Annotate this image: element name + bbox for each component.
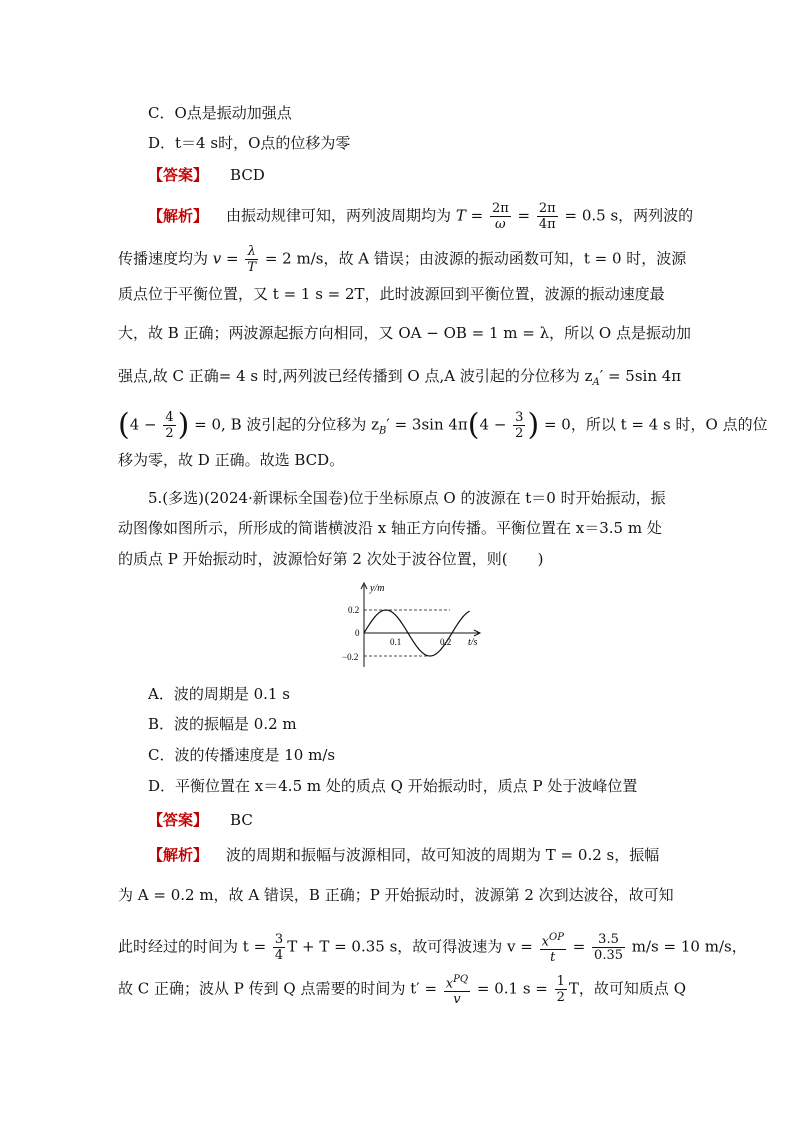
fraction: $\frac{1}{2}$ bbox=[556, 974, 565, 1006]
fraction: $\frac{3}{4}$ bbox=[274, 932, 284, 964]
text-segment: 传播速度均为 bbox=[118, 249, 209, 268]
text-segment: = 0.1 s = bbox=[476, 979, 548, 998]
vibration-graph bbox=[334, 579, 494, 671]
text-segment: 波的周期和振幅与波源相同，故可知波的周期为 T = 0.2 s，振幅 bbox=[226, 846, 660, 864]
fraction: $\frac{3.5}{0.35}$ bbox=[594, 932, 623, 964]
answer-tag: 【答案】 bbox=[148, 811, 209, 829]
answer-value: BCD bbox=[230, 166, 265, 184]
text-segment: T + T = 0.35 s，故可得波速为 v = bbox=[287, 937, 533, 956]
analysis-1-line-1: 【解析】 由振动规律可知，两列波周期均为 T = $\frac{2\pi}{\omega}$ = $\frac{2\pi}{4\pi}$ = 0.5 s，两列波的 bbox=[148, 201, 694, 232]
analysis-2-line-2: 为 A = 0.2 m，故 A 错误，B 正确；P 开始振动时，波源第 2 次到达波谷，故可知 bbox=[118, 886, 674, 904]
option-c: C．波的传播速度是 10 m/s bbox=[148, 746, 336, 764]
text-segment: ′ = 5sin 4π bbox=[599, 367, 682, 385]
option-d: D．平衡位置在 x＝4.5 m 处的质点 Q 开始振动时，质点 P 处于波峰位置 bbox=[148, 777, 638, 795]
option-c-top: C．O点是振动加强点 bbox=[148, 104, 292, 122]
text-segment: m/s = 10 m/s， bbox=[631, 937, 747, 956]
fraction: $\frac{3}{2}$ bbox=[515, 410, 524, 441]
analysis-1-line-3: 质点位于平衡位置，又 t = 1 s = 2T，此时波源回到平衡位置，波源的振动速度最 bbox=[118, 285, 665, 303]
analysis-1-line-7: 移为零，故 D 正确。故选 BCD。 bbox=[118, 451, 345, 469]
text-segment: = 0.5 s，两列波的 bbox=[564, 206, 694, 225]
text-segment: 由振动规律可知，两列波周期均为 bbox=[226, 206, 452, 225]
y-axis-label: y/m bbox=[370, 583, 385, 594]
analysis-1-line-2: 传播速度均为 v = $\frac{\lambda}{T}$ = 2 m/s，故 A 错误；由波源的振动函数可知，t = 0 时，波源 bbox=[118, 244, 687, 275]
fraction: $\frac{2\pi}{\omega}$ bbox=[491, 201, 509, 232]
fraction: $\frac{4}{2}$ bbox=[165, 410, 174, 441]
x-tick-2: 0.2 bbox=[440, 637, 452, 647]
text-segment: = 0, B 波引起的分位移为 z bbox=[194, 415, 380, 434]
analysis-tag: 【解析】 bbox=[148, 846, 209, 864]
option-d-top: D．t＝4 s时，O点的位移为零 bbox=[148, 134, 351, 152]
fraction: $\frac{2\pi}{4\pi}$ bbox=[538, 201, 556, 232]
option-a: A．波的周期是 0.1 s bbox=[148, 685, 290, 703]
x-tick-1: 0.1 bbox=[390, 637, 402, 647]
text-segment: = 0，所以 t = 4 s 时，O 点的位 bbox=[543, 415, 768, 434]
analysis-1-line-5: 强点,故 C 正确= 4 s 时,两列波已经传播到 O 点,A 波引起的分位移为 $z_A' = 5\sin$ 4π bbox=[118, 367, 682, 388]
analysis-1-line-4: 大，故 B 正确；两波源起振方向相同，又 OA − OB = 1 m = λ，所以 O 点是振动加 bbox=[118, 324, 691, 342]
question-5-line-1: 5.(多选)(2024·新课标全国卷)位于坐标原点 O 的波源在 t＝0 时开始振动，振 bbox=[148, 489, 666, 507]
analysis-1-line-6: (4 − $\frac{4}{2}$ ) = 0, B 波引起的分位移为 $z_B' = 3\sin$ 4π(4 − $\frac{3}{2}$ ) = 0，所以 t = 4 s 时，O 点的位 bbox=[118, 407, 768, 443]
y-tick-zero: 0 bbox=[355, 628, 360, 638]
fraction: $\frac{x^{OP}}{t}$ bbox=[541, 932, 564, 966]
text-segment: ′ = 3sin 4π bbox=[386, 415, 468, 434]
analysis-tag: 【解析】 bbox=[148, 206, 209, 225]
fraction: $\frac{\lambda}{T}$ bbox=[247, 244, 257, 275]
answer-1 bbox=[148, 165, 265, 185]
analysis-2-line-4 bbox=[118, 972, 686, 1007]
y-tick-upper: 0.2 bbox=[348, 605, 360, 615]
answer-tag: 【答案】 bbox=[148, 166, 209, 184]
text-segment: 强点,故 C 正确= 4 s 时,两列波已经传播到 O 点,A 波引起的分位移为 z bbox=[118, 367, 593, 385]
analysis-2-line-1 bbox=[148, 845, 659, 865]
question-5-line-2: 动图像如图所示，所形成的简谐横波沿 x 轴正方向传播。平衡位置在 x＝3.5 m 处 bbox=[118, 519, 662, 537]
text-segment: = 2 m/s，故 A 错误；由波源的振动函数可知，t = 0 时，波源 bbox=[264, 249, 687, 268]
question-5-line-3: 的质点 P 开始振动时，波源恰好第 2 次处于波谷位置，则( ) bbox=[118, 550, 544, 568]
text-segment: T，故可知质点 Q bbox=[568, 979, 686, 998]
text-segment: 故 C 正确；波从 P 传到 Q 点需要的时间为 t′ = bbox=[118, 979, 438, 998]
x-axis-label: t/s bbox=[468, 637, 478, 648]
answer-2 bbox=[148, 810, 253, 830]
answer-value: BC bbox=[230, 811, 253, 829]
fraction: $\frac{x^{PQ}}{v}$ bbox=[445, 974, 469, 1008]
analysis-2-line-3: 此时经过的时间为 t = $\frac{3}{4}$ T + T = 0.35 s，故可得波速为 v = $\frac{x^{OP}}{t}$ = $\frac{3.5}{0.35}$ m/s = 10 m/s， bbox=[118, 932, 747, 966]
text-segment: 此时经过的时间为 t = bbox=[118, 937, 267, 956]
y-tick-lower: −0.2 bbox=[342, 652, 359, 662]
option-b: B．波的振幅是 0.2 m bbox=[148, 715, 297, 733]
